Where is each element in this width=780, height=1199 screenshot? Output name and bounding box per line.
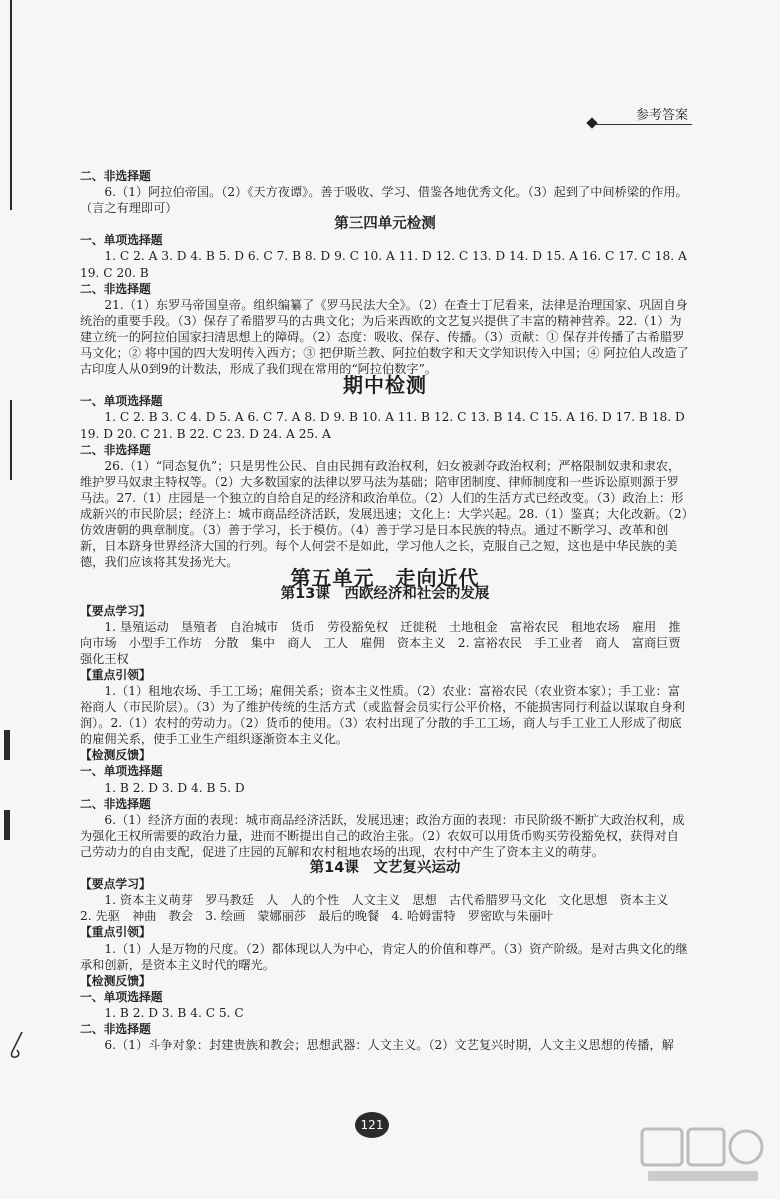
binding-margin-line-mid	[10, 400, 12, 480]
section-heading: 一、单项选择题	[80, 989, 163, 1004]
header-diamond-icon	[586, 117, 597, 128]
section-heading: 二、非选择题	[80, 169, 151, 183]
section-heading: 【要点学习】	[80, 877, 151, 892]
section-heading: 二、非选择题	[80, 281, 151, 296]
section-heading: 【要点学习】	[80, 603, 151, 618]
section-heading: 【检测反馈】	[80, 973, 151, 988]
section-heading: 一、单项选择题	[80, 394, 163, 409]
answer-line: 1. B 2. D 3. B 4. C 5. C	[104, 1005, 244, 1020]
answer-paragraph: 6.（1）阿拉伯帝国。（2）《天方夜谭》。善于吸收、学习、借鉴各地优秀文化。（3）起到了中间桥梁的作用。（言之有理即可）	[80, 185, 688, 216]
header-title: 参考答案	[635, 108, 688, 123]
section-heading: 【重点引领】	[80, 925, 151, 940]
answer-paragraph: 1. 资本主义萌芽 罗马教廷 人 人的个性 人文主义 思想 古代希腊罗马文化 文化思想 资本主义 2. 先驱 神曲 教会 3. 绘画 蒙娜丽莎 最后的晚餐 4. 哈姆雷特 罗密欧与朱丽叶	[80, 893, 681, 924]
section-heading: 二、非选择题	[80, 442, 151, 457]
binding-margin-line-low2	[4, 810, 10, 840]
header-rule	[595, 124, 692, 125]
lesson-title: 第13课 西欧经济和社会的发展	[280, 586, 490, 603]
unit-title: 期中检测	[343, 373, 427, 398]
answer-line: 1. C 2. A 3. D 4. B 5. D 6. C 7. B 8. D 9. C 10. A 11. D 12. C 13. D 14. D 15. A 16. C 17. C 18. A 19. C 20. B	[80, 249, 687, 280]
binding-margin-line-top	[10, 0, 12, 210]
page-number: 121	[355, 1112, 389, 1138]
answer-paragraph: 21.（1）东罗马帝国皇帝。组织编纂了《罗马民法大全》。（2）在查士丁尼看来，法律是治理国家、巩固自身统治的重要手段。（3）保存了希腊罗马的古典文化；为后来西欧的文艺复兴提供了丰富的精神营养。22.（1）为建立统一的阿拉伯国家扫清思想上的障碍。（2）态度：吸收、保存、传播。（3）贡献：① 保存并传播了古希腊罗马文化；② 将中国的四大发明传入西方；③ 把伊斯兰教、阿拉伯数字和天文学知识传入中国；④ 阿拉伯人改造了古印度人从0到9的计数法，形成了我们现在常用的“阿拉伯数字”。	[80, 297, 689, 377]
answer-line: 1. B 2. D 3. D 4. B 5. D	[104, 780, 245, 795]
answer-paragraph: 26.（1）“同态复仇”；只是男性公民、自由民拥有政治权利，妇女被剥夺政治权利；严格限制奴隶和隶农，维护罗马奴隶主特权等。（2）大多数国家的法律以罗马法为基础；陪审团制度、律师制度和一些诉讼原则源于罗马法。27.（1）庄园是一个独立的自给自足的经济和政治单位。（2）人们的生活方式已经改变。（3）政治上：形成新兴的市民阶层；经济上：城市商品经济活跃，发展迅速；文化上：大学兴起。28.（1）鉴真；大化改新。（2）仿效唐朝的典章制度。（3）善于学习，长于模仿。（4）善于学习是日本民族的特点。通过不断学习、改革和创新，日本跻身世界经济大国的行列。每个人何尝不是如此，学习他人之长，克服自己之短，这也是中华民族的美德，我们应该将其发扬光大。	[80, 458, 688, 570]
answer-paragraph: 1. 垦殖运动 垦殖者 自治城市 货币 劳役豁免权 迁徙税 土地租金 富裕农民 租地农场 雇用 推向市场 小型手工作坊 分散 集中 商人 工人 雇佣 资本主义 2. 富裕农民 手工业者 商人 富商巨贾 强化王权	[80, 619, 693, 666]
unit-title: 第五单元 走向近代	[290, 566, 480, 591]
binding-margin-line-low	[4, 730, 10, 760]
pen-scribble-icon	[6, 1030, 30, 1060]
watermark-logo-icon	[638, 1125, 768, 1187]
answer-content	[80, 168, 693, 1053]
section-heading: 二、非选择题	[80, 796, 151, 811]
section-heading: 一、单项选择题	[80, 233, 163, 248]
answer-line: 1. C 2. B 3. C 4. D 5. A 6. C 7. A 8. D 9. B 10. A 11. B 12. C 13. B 14. C 15. A 16. D 17. B 18. D 19. D 20. C 21. B 22. C 23. D 24. A 25. A	[80, 410, 685, 441]
answer-paragraph: 1.（1）租地农场、手工工场；雇佣关系；资本主义性质。（2）农业：富裕农民（农业资本家）；手工业：富裕商人（市民阶层）。（3）为了维护传统的生活方式（或监督会员实行公平价格，不能损害同行利益以谋取自身利润）。2.（1）农村的劳动力。（2）货币的使用。（3）农村出现了分散的手工工场，商人与手工业工人形成了彻底的雇佣关系，使手工业生产组织逐渐资本主义化。	[80, 684, 685, 747]
section-heading: 一、单项选择题	[80, 764, 163, 779]
section-heading: 【重点引领】	[80, 667, 151, 682]
answer-paragraph: 6.（1）斗争对象：封建贵族和教会；思想武器：人文主义。（2）文艺复兴时期，人文主义思想的传播，解	[104, 1038, 674, 1053]
answer-paragraph: 6.（1）经济方面的表现：城市商品经济活跃，发展迅速；政治方面的表现：市民阶级不断扩大政治权利，成为强化王权所需要的政治力量，进而不断提出自己的政治主张。（2）农奴可以用货币购买劳役豁免权，获得对自己劳动力的自由支配，促进了庄园的瓦解和农村租地农场的出现，农村中产生了资本主义的萌芽。	[80, 812, 685, 859]
section-heading: 【检测反馈】	[80, 748, 151, 763]
answer-paragraph: 1.（1）人是万物的尺度。（2）都体现以人为中心，肯定人的价值和尊严。（3）资产阶级。是对古典文化的继承和创新，是资本主义时代的曙光。	[80, 941, 688, 972]
section-heading: 二、非选择题	[80, 1021, 151, 1036]
lesson-title: 第三四单元检测	[334, 216, 436, 233]
lesson-title: 第14课 文艺复兴运动	[309, 860, 461, 877]
